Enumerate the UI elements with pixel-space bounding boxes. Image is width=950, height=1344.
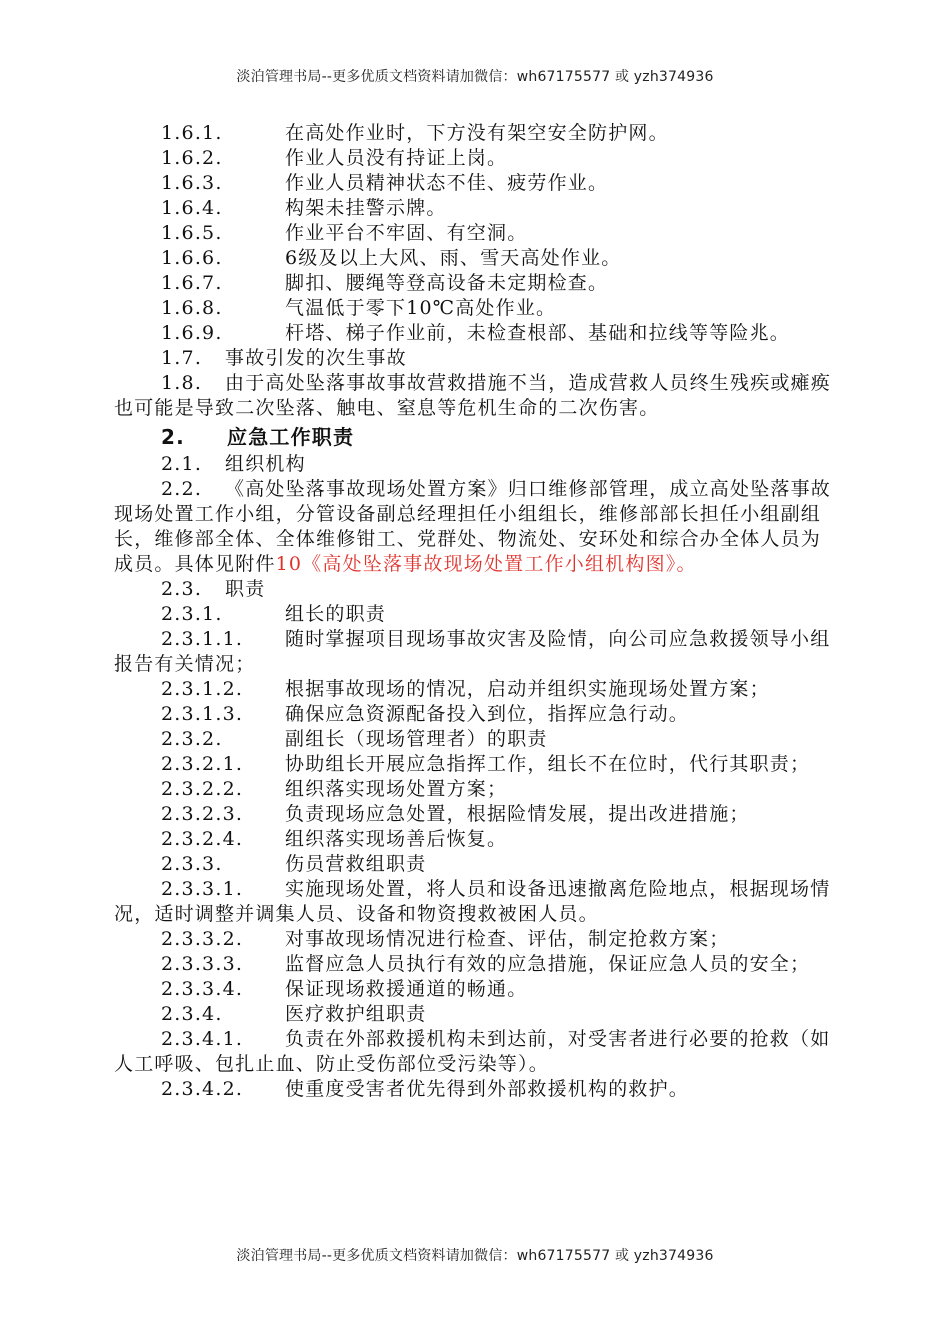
item-number: 2.3.4.2. — [161, 1078, 244, 1100]
item-text: 医疗救护组职责 — [285, 1003, 427, 1025]
list-item — [114, 577, 839, 602]
item-number: 1.6.9. — [161, 322, 223, 344]
list-item — [114, 146, 839, 171]
item-number: 1.6.2. — [161, 147, 223, 169]
page-footer: 淡泊管理书局--更多优质文档资料请加微信：wh67175577 或 yzh374936 — [236, 1248, 714, 1264]
list-item — [114, 221, 839, 246]
list-item — [114, 627, 839, 677]
list-item — [114, 702, 839, 727]
list-item — [114, 752, 839, 777]
item-number: 2.3.3. — [161, 853, 223, 875]
item-number: 2.3.1.1. — [161, 628, 244, 650]
item-number: 2.3.3.2. — [161, 928, 244, 950]
item-number: 1.6.8. — [161, 297, 223, 319]
item-number: 2.3.1.3. — [161, 703, 244, 725]
item-number: 2.3.3.4. — [161, 978, 244, 1000]
item-text: 作业人员没有持证上岗。 — [285, 147, 508, 169]
list-item — [114, 1027, 839, 1077]
list-item — [114, 296, 839, 321]
list-item — [114, 977, 839, 1002]
item-text: 组织落实现场善后恢复。 — [285, 828, 508, 850]
section-title: 应急工作职责 — [227, 425, 355, 449]
item-text: 构架未挂警示牌。 — [285, 197, 447, 219]
item-text: 对事故现场情况进行检查、评估，制定抢救方案； — [285, 928, 730, 950]
item-number: 2.3.3.3. — [161, 953, 244, 975]
item-number: 2.3.2.4. — [161, 828, 244, 850]
list-item — [114, 321, 839, 346]
item-text: 组长的职责 — [285, 603, 387, 625]
item-text: 实施现场处置，将人员和设备迅速撤离危险地点，根据现场情况，适时调整并调集人员、设备和物资搜救被困人员。 — [114, 878, 831, 925]
item-number: 2.2. — [161, 478, 203, 500]
list-item — [114, 1002, 839, 1027]
item-number: 2.3.2.3. — [161, 803, 244, 825]
list-item — [114, 677, 839, 702]
item-text: 脚扣、腰绳等登高设备未定期检查。 — [285, 272, 609, 294]
list-item — [114, 371, 839, 421]
item-text: 保证现场救援通道的畅通。 — [285, 978, 528, 1000]
item-number: 1.6.7. — [161, 272, 223, 294]
item-text: 组织机构 — [225, 453, 306, 475]
item-text: 6级及以上大风、雨、雪天高处作业。 — [285, 247, 622, 269]
list-item — [114, 802, 839, 827]
list-item — [114, 171, 839, 196]
item-text: 杆塔、梯子作业前，未检查根部、基础和拉线等等险兆。 — [285, 322, 791, 344]
item-text: 在高处作业时，下方没有架空安全防护网。 — [285, 122, 669, 144]
item-text: 负责在外部救援机构未到达前，对受害者进行必要的抢救（如人工呼吸、包扎止血、防止受伤部位受污染等）。 — [114, 1028, 831, 1075]
item-text: 气温低于零下10℃高处作业。 — [285, 297, 557, 319]
appendix-reference: 10《高处坠落事故现场处置工作小组机构图》。 — [275, 553, 697, 575]
item-number: 1.6.1. — [161, 122, 223, 144]
list-item — [114, 1077, 839, 1102]
list-item — [114, 852, 839, 877]
section-number: 2. — [161, 425, 185, 449]
item-text: 伤员营救组职责 — [285, 853, 427, 875]
item-number: 1.7. — [161, 347, 203, 369]
item-number: 2.3.2. — [161, 728, 223, 750]
list-item — [114, 727, 839, 752]
item-number: 2.3.2.1. — [161, 753, 244, 775]
item-text: 使重度受害者优先得到外部救援机构的救护。 — [285, 1078, 690, 1100]
item-number: 2.3.2.2. — [161, 778, 244, 800]
item-text: 职责 — [225, 578, 266, 600]
item-number: 2.1. — [161, 453, 203, 475]
list-item — [114, 477, 839, 577]
list-item — [114, 196, 839, 221]
item-text: 监督应急人员执行有效的应急措施，保证应急人员的安全； — [285, 953, 811, 975]
page-header: 淡泊管理书局--更多优质文档资料请加微信：wh67175577 或 yzh374936 — [236, 69, 714, 85]
list-item — [114, 121, 839, 146]
item-text: 随时掌握项目现场事故灾害及险情，向公司应急救援领导小组报告有关情况； — [114, 628, 831, 675]
item-number: 2.3.4.1. — [161, 1028, 244, 1050]
item-text: 协助组长开展应急指挥工作，组长不在位时，代行其职责； — [285, 753, 811, 775]
item-text: 副组长（现场管理者）的职责 — [285, 728, 548, 750]
list-item — [114, 346, 839, 371]
item-text: 事故引发的次生事故 — [225, 347, 407, 369]
item-text: 确保应急资源配备投入到位，指挥应急行动。 — [285, 703, 690, 725]
item-number: 1.6.6. — [161, 247, 223, 269]
item-text: 由于高处坠落事故事故营救措施不当，造成营救人员终生残疾或瘫痪也可能是导致二次坠落、触电、窒息等危机生命的二次伤害。 — [114, 372, 832, 419]
item-number: 1.6.4. — [161, 197, 223, 219]
list-item — [114, 827, 839, 852]
item-text: 负责现场应急处置，根据险情发展，提出改进措施； — [285, 803, 750, 825]
item-text: 作业平台不牢固、有空洞。 — [285, 222, 528, 244]
list-item — [114, 602, 839, 627]
item-number: 2.3.1. — [161, 603, 223, 625]
item-text: 组织落实现场处置方案； — [285, 778, 508, 800]
list-item — [114, 877, 839, 927]
item-number: 1.8. — [161, 372, 203, 394]
item-text: 《高处坠落事故现场处置方案》归口维修部管理，成立高处坠落事故现场处置工作小组，分管设备副总经理担任小组组长，维修部部长担任小组副组长，维修部全体、全体维修钳工、党群处、物流处、安环处和综合办全体人员为成员。具体见附件 — [114, 478, 832, 575]
item-number: 2.3.1.2. — [161, 678, 244, 700]
item-number: 1.6.3. — [161, 172, 223, 194]
item-number: 2.3. — [161, 578, 203, 600]
item-number: 2.3.4. — [161, 1003, 223, 1025]
item-number: 1.6.5. — [161, 222, 223, 244]
list-item — [114, 952, 839, 977]
list-item — [114, 777, 839, 802]
item-text: 根据事故现场的情况，启动并组织实施现场处置方案； — [285, 678, 770, 700]
document-body — [114, 121, 839, 1102]
item-text: 作业人员精神状态不佳、疲劳作业。 — [285, 172, 609, 194]
list-item — [114, 452, 839, 477]
list-item — [114, 271, 839, 296]
list-item — [114, 246, 839, 271]
item-number: 2.3.3.1. — [161, 878, 244, 900]
section-heading — [114, 425, 839, 450]
list-item — [114, 927, 839, 952]
